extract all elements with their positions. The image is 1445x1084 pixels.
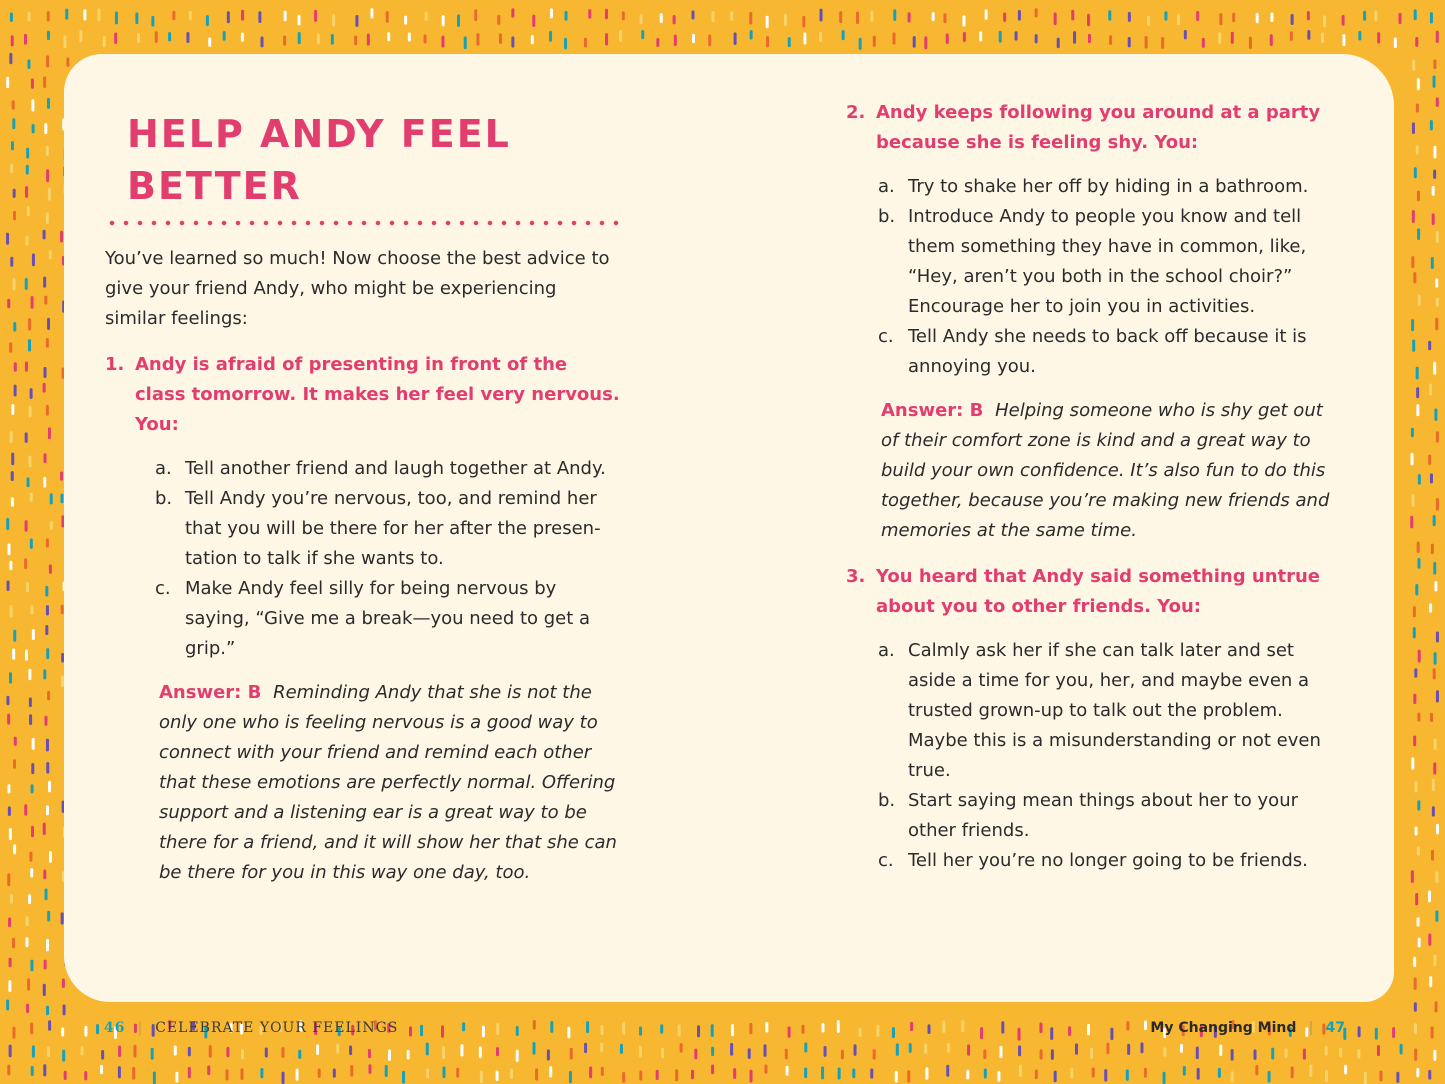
option-text: Calmly ask her if she can talk later and set aside a time for you, her, and maybe even a trusted grown-up to talk out the problem. Maybe this is a misunderstanding or not even true. [908,640,1321,781]
option-letter: a. [878,176,895,197]
option-c [155,574,620,664]
option-b [155,484,620,574]
answer-text: Helping someone who is shy get out of their comfort zone is kind and a great way to build your own confidence. It’s also fun to do this together, because you’re making new friends and memories at the same time. [881,400,1330,541]
question-text: Andy keeps following you around at a party because she is feeling shy. You: [876,102,1321,153]
question-text: Andy is afraid of presenting in front of the class tomorrow. It makes her feel very nervous. You: [135,354,620,435]
option-letter: c. [878,850,894,871]
option-a [878,636,1336,786]
answer-block [159,678,620,888]
answer-block [881,396,1336,546]
option-letter: c. [878,326,894,347]
page-number-right: 47 [1325,1020,1345,1036]
option-c [878,322,1336,382]
option-text: Make Andy feel silly for being nervous by saying, “Give me a break—you need to get a grip.” [185,578,591,659]
option-text: Tell Andy she needs to back off because it is annoying you. [908,326,1307,377]
option-list [878,636,1336,876]
right-page [846,98,1336,876]
question-number: 1. [105,354,125,375]
left-page [105,108,620,900]
option-text: Introduce Andy to people you know and tell them something they have in common, like, “Hey, aren’t you both in the school choir?” Encourage her to join you in activities. [908,206,1307,317]
footer-separator: | [1308,1020,1314,1036]
footer-right [1150,1020,1345,1036]
option-letter: a. [878,640,895,661]
option-letter: b. [155,488,173,509]
option-text: Tell her you’re no longer going to be friends. [908,850,1308,871]
option-text: Tell another friend and laugh together at Andy. [185,458,606,479]
answer-label: Answer: B [881,400,984,421]
footer-separator: | [137,1020,144,1036]
question-3 [846,562,1336,876]
option-b [878,786,1336,846]
option-list [155,454,620,664]
answer-text: Reminding Andy that she is not the only one who is feeling nervous is a good way to connect with your friend and remind each other that these emotions are perfectly normal. Offering support and a listening ear is a great way to be there for a friend, and it will show her that she can be there for you in this way one day, too. [159,682,617,883]
question-text: You heard that Andy said something untrue about you to other friends. You: [876,566,1321,617]
option-c [878,846,1336,876]
option-a [155,454,620,484]
option-letter: c. [155,578,171,599]
intro-text: You’ve learned so much! Now choose the best advice to give your friend Andy, who might be experiencing similar feelings: [105,248,610,329]
answer-label: Answer: B [159,682,262,703]
question-number: 2. [846,102,866,123]
dotted-divider [105,220,620,226]
option-b [878,202,1336,322]
section-title-right: My Changing Mind [1150,1020,1297,1036]
question-number: 3. [846,566,866,587]
option-letter: b. [878,206,896,227]
option-list [878,172,1336,382]
option-a [878,172,1336,202]
page-title: HELP ANDY FEEL BETTER [127,112,511,208]
question-2 [846,98,1336,546]
option-letter: b. [878,790,896,811]
option-text: Try to shake her off by hiding in a bathroom. [908,176,1309,197]
option-text: Tell Andy you’re nervous, too, and remind her that you will be there for her after the presen-tation to talk if she wants to. [185,488,601,569]
option-letter: a. [155,458,172,479]
option-text: Start saying mean things about her to your other friends. [908,790,1299,841]
question-1 [105,350,620,888]
footer-left [104,1020,398,1036]
page-number-left: 46 [104,1020,126,1036]
section-title-left: CELEBRATE YOUR FEELINGS [155,1020,399,1036]
